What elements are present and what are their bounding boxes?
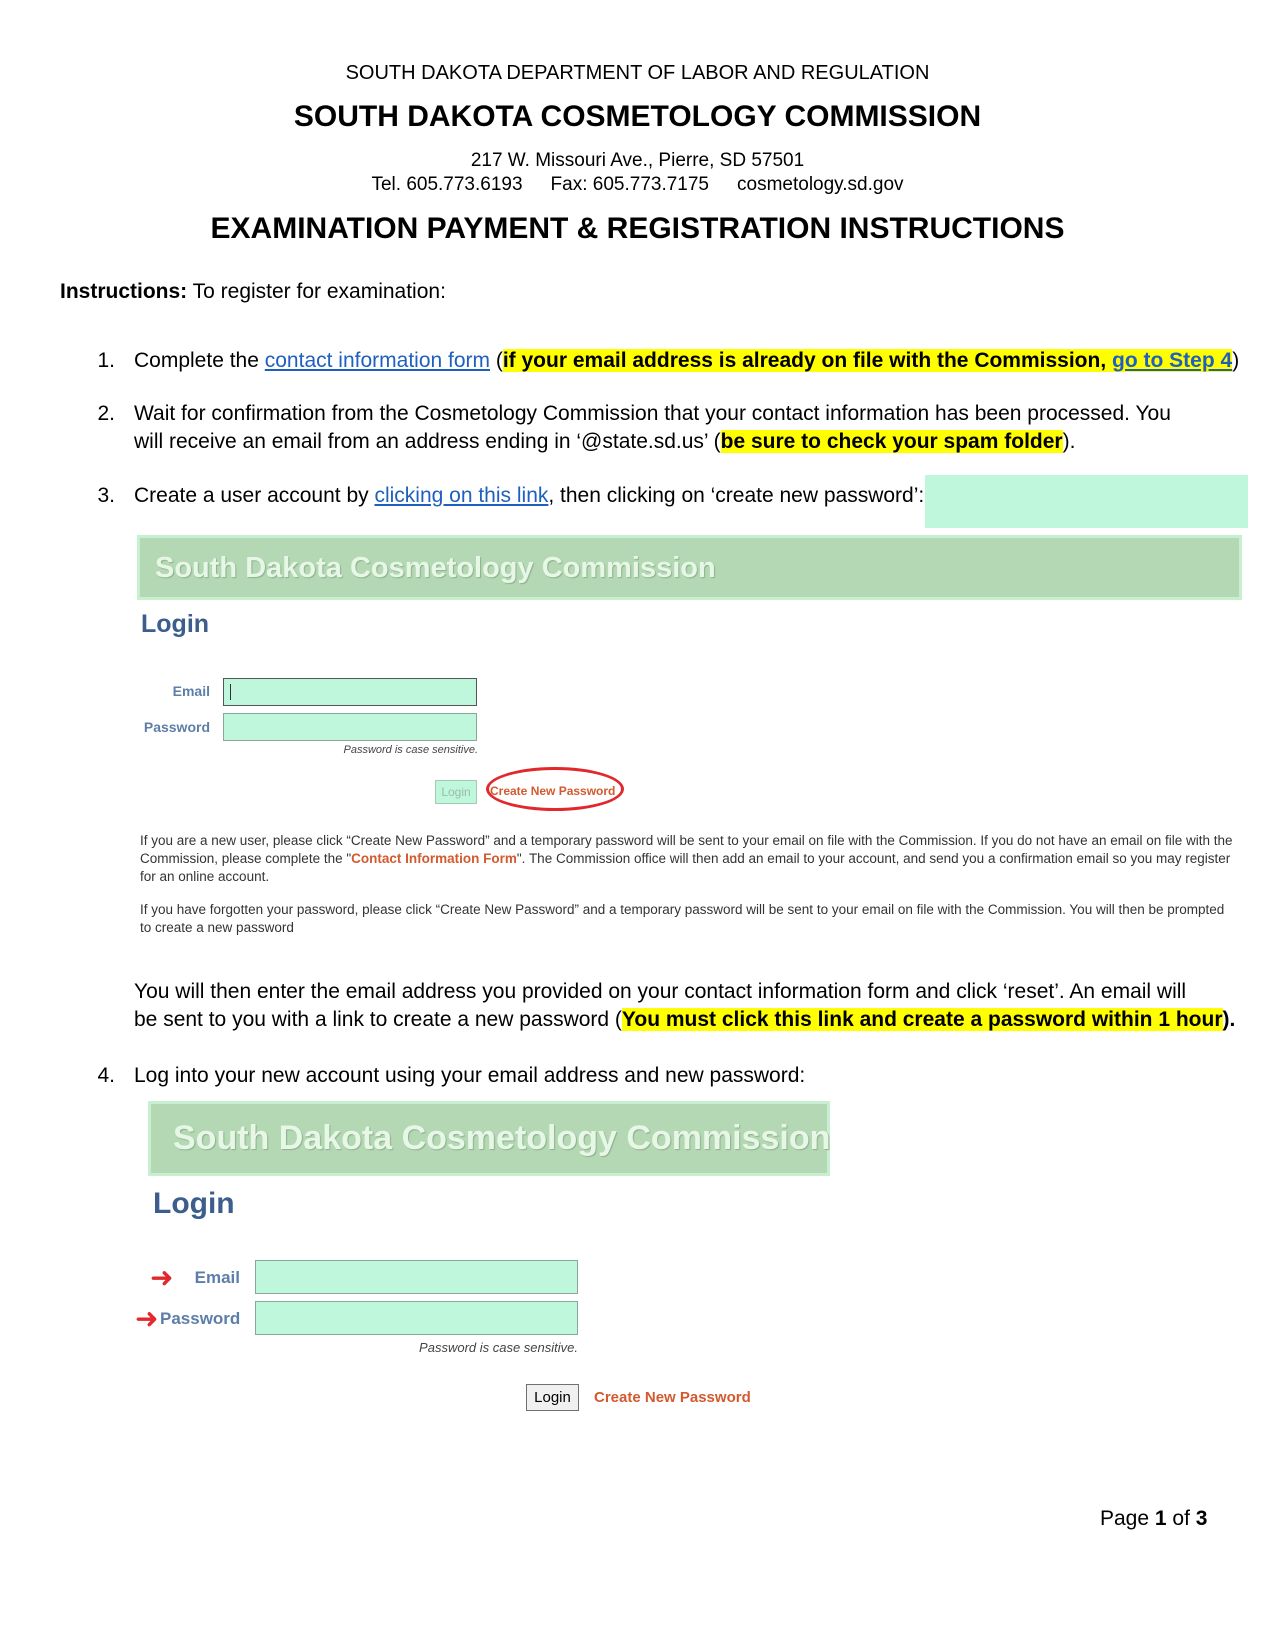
contact-information-form-link[interactable]: contact information form <box>264 349 491 372</box>
note-1-pre: If you are a new user, please click “Create New Password” and a temporary password will be sent to your email on file with the Commission. If you do not have an email on file with the Commission, please complete the " <box>140 833 1233 866</box>
login-2-button[interactable]: Login <box>526 1384 579 1411</box>
login-1-email-label: Email <box>172 683 210 699</box>
step-2-highlight: be sure to check your spam folder <box>720 430 1063 453</box>
step-4-text: Log into your new account using your email address and new password: <box>134 1064 806 1087</box>
website: cosmetology.sd.gov <box>737 174 904 195</box>
create-account-link[interactable]: clicking on this link <box>374 484 549 507</box>
page-of: of <box>1166 1507 1196 1530</box>
password-arrow-icon: ➜ <box>135 1303 159 1334</box>
contact-form-inline-link[interactable]: Contact Information Form <box>351 851 517 866</box>
department-name: SOUTH DAKOTA DEPARTMENT OF LABOR AND REGULATION <box>345 62 930 84</box>
step-1-highlight-text: if your email address is already on file with the Commission, <box>502 349 1113 372</box>
highlight-box <box>925 475 1248 528</box>
step-3-number: 3. <box>97 484 115 507</box>
step-3-followup-line-2 <box>134 1006 1244 1034</box>
step-1-pre: Complete the <box>134 349 265 372</box>
login-2-email-input[interactable] <box>255 1260 578 1294</box>
login-2-create-password-link[interactable]: Create New Password <box>594 1389 751 1406</box>
step-2-line-2 <box>134 428 1234 456</box>
current-page: 1 <box>1154 1507 1167 1530</box>
step-4-number: 4. <box>97 1064 115 1087</box>
login-2-password-hint: Password is case sensitive. <box>419 1340 578 1355</box>
login-1-note-2: If you have forgotten your password, please click “Create New Password” and a temporary password will be sent to your email on file with the Commission. You will then be prompted to create a new password <box>140 902 1225 935</box>
login-1-banner <box>137 535 1242 600</box>
step-1-number: 1. <box>97 349 115 372</box>
login-2-banner-text: South Dakota Cosmetology Commission <box>173 1119 831 1157</box>
step-1-open-paren: ( <box>490 349 503 372</box>
instructions-intro <box>60 278 446 306</box>
login-1-note-1 <box>140 832 1237 886</box>
page-number <box>1100 1505 1207 1533</box>
commission-name: SOUTH DAKOTA COSMETOLOGY COMMISSION <box>293 100 982 133</box>
login-1-email-input[interactable] <box>223 678 477 706</box>
login-1-password-input[interactable] <box>223 713 477 741</box>
step-2-number: 2. <box>97 402 115 425</box>
login-1-button[interactable]: Login <box>435 780 477 804</box>
login-1-heading: Login <box>141 610 210 638</box>
login-2-heading: Login <box>153 1187 235 1220</box>
step-3-text <box>134 482 924 510</box>
step-2-line-2-pre: will receive an email from an address ending in ‘@state.sd.us’ ( <box>134 430 721 453</box>
step-1-close-paren: ) <box>1232 349 1240 372</box>
note-1-post: ". The Commission office will then add an email to your account, and send you a confirmation email so you may register for an online account. <box>140 851 1231 884</box>
step-3-followup-pre: be sent to you with a link to create a new password ( <box>134 1008 622 1031</box>
login-2-email-label: Email <box>194 1268 240 1287</box>
step-3-post: , then clicking on ‘create new password’: <box>548 484 925 507</box>
login-1-banner-text: South Dakota Cosmetology Commission <box>155 552 716 584</box>
login-1-password-hint: Password is case sensitive. <box>343 744 478 756</box>
fax: Fax: 605.773.7175 <box>550 174 710 195</box>
email-arrow-icon: ➜ <box>150 1262 174 1293</box>
page-label: Page <box>1100 1507 1155 1530</box>
instructions-label: Instructions: <box>60 280 188 303</box>
step-2-line-2-post: ). <box>1062 430 1076 453</box>
total-pages: 3 <box>1195 1507 1208 1530</box>
step-3-followup-post: ). <box>1222 1008 1236 1031</box>
go-to-step-4-link[interactable]: go to Step 4 <box>1112 349 1233 372</box>
contact-line <box>0 174 1275 196</box>
login-2-banner <box>148 1101 830 1176</box>
instructions-text: To register for examination: <box>187 280 446 303</box>
text-cursor <box>230 684 231 700</box>
step-3-followup-highlight: You must click this link and create a password within 1 hour <box>621 1008 1223 1031</box>
address: 217 W. Missouri Ave., Pierre, SD 57501 <box>470 150 805 171</box>
step-2-line-1: Wait for confirmation from the Cosmetology Commission that your contact information has been processed. You <box>134 402 1171 425</box>
step-3-followup <box>134 978 1244 1034</box>
login-1-password-label: Password <box>143 719 210 735</box>
step-1-highlight <box>503 349 1232 372</box>
step-1-text <box>134 347 1239 375</box>
step-3-followup-line-1: You will then enter the email address you provided on your contact information form and click ‘reset’. An email will <box>134 980 1187 1003</box>
login-2-password-label: Password <box>160 1309 241 1328</box>
telephone: Tel. 605.773.6193 <box>371 174 523 195</box>
step-3-pre: Create a user account by <box>134 484 375 507</box>
step-2-text <box>134 400 1234 456</box>
login-1-create-password-link[interactable]: Create New Password <box>490 784 616 798</box>
document-title: EXAMINATION PAYMENT & REGISTRATION INSTRUCTIONS <box>210 212 1065 245</box>
login-2-password-input[interactable] <box>255 1301 578 1335</box>
